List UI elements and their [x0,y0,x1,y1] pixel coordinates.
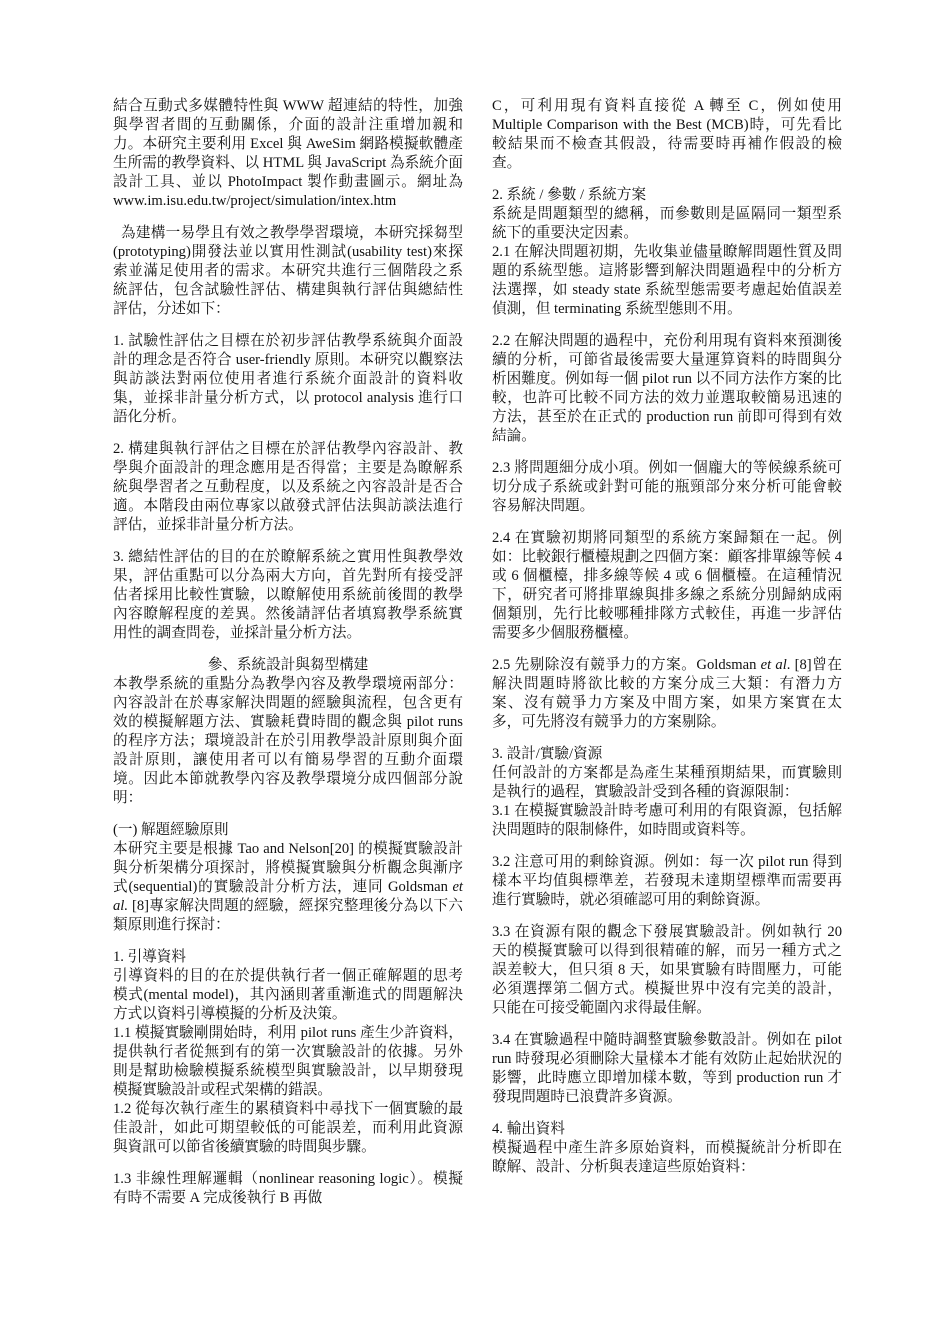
subsection-title: (一) 解題經驗原則 [113,822,229,838]
system-item-2-4: 2.4 在實驗初期將同類型的系統方案歸類在一起。例如：比較銀行櫃檯規劃之四個方案：顧客排單線等候 4 或 6 個櫃檯，排多線等候 4 或 6 個櫃檯。在這種情況下，研究者可將排單線與排多線之系統分別歸納成兩個類別，先行比較哪種排隊方式較佳，再進一步評估需要多少個服務櫃檯。 [492,530,842,641]
design-text: 任何設計的方案都是為產生某種預期結果，而實驗則是執行的過程，實驗設計受到各種的資源限制： [492,765,842,800]
intro-paragraph: 結合互動式多媒體特性與 WWW 超連結的特性，加強與學習者間的互動關係，介面的設計注重增加親和力。本研究主要利用 Excel 與 AweSim 網路模擬軟體產生所需的教學資料、以 HTML 與 JavaScript 為系統介面設計工具、並以 PhotoImpact 製作動畫圖示。網址為 www.im.isu.edu.tw/project/simulation/intex.htm [113,98,463,209]
section-heading: 參、系統設計與芻型構建 [207,657,369,673]
guide-item-1-1: 1.1 模擬實驗剛開始時，利用 pilot runs 產生少許資料，提供執行者從無到有的第一次實驗設計的依據。另外則是幫助檢驗模擬系統模型與實驗設計，以早期發現模擬實驗設計或程式架構的錯誤。 [113,1025,463,1098]
summative-evaluation-paragraph: 3. 總結性評估的目的在於瞭解系統之實用性與教學效果，評估重點可以分為兩大方向，首先對所有接受評估者採用比較性實驗，以瞭解使用系統前後間的教學內容瞭解程度的差異。然後請評估者填寫教學系統實用性的調查問卷，並採計量分析方法。 [113,549,463,641]
system-item-2-5 [492,656,842,732]
system-item-2-1: 2.1 在解決問題初期，先收集並儘量瞭解問題性質及問題的系統型態。這將影響到解決問題過程中的分析方法選擇，如 steady state 系統型態需要考慮起始值誤差偵測，但 terminating 系統型態則不用。 [492,244,842,317]
system-item-2-3: 2.3 將問題細分成小項。例如一個龐大的等候線系統可切分成子系統或針對可能的瓶頸部分來分析可能會較容易解決問題。 [492,460,842,514]
construction-evaluation-paragraph: 2. 構建與執行評估之目標在於評估教學內容設計、教學與介面設計的理念應用是否得當；主要是為瞭解系統與學習者之互動程度，以及系統之內容設計是否合適。本階段由兩位專家以啟發式評估法與訪談法進行評估，並採非計量分析方法。 [113,441,463,533]
design-title: 3. 設計/實驗/資源 [492,746,603,762]
subsection-paragraph [113,840,463,935]
output-title: 4. 輸出資料 [492,1121,565,1137]
design-item-3-2: 3.2 注意可用的剩餘資源。例如：每一次 pilot run 得到樣本平均值與標準差，若發現未達期望標準而需要再進行實驗時，就必須確認可用的剩餘資源。 [492,854,842,908]
left-column [113,97,463,1208]
system-item-2-5-b: . [8]曾在解決問題時將欲比較的方案分成三大類：有潛力方案、沒有競爭力方案及中間方案，如果方案實在太多，可先將沒有競爭力的方案剔除。 [492,657,842,730]
design-item-3-4: 3.4 在實驗過程中隨時調整實驗參數設計。例如在 pilot run 時發現必須刪除大量樣本才能有效防止起始狀況的影響，此時應立即增加樣本數，等到 production run 才發現問題時已浪費許多資源。 [492,1032,842,1105]
design-item-3-1: 3.1 在模擬實驗設計時考慮可利用的有限資源，包括解決問題時的限制條件，如時間或資料等。 [492,803,842,838]
guide-item-1-3: 1.3 非線性理解邏輯（nonlinear reasoning logic）。模擬有時不需要 A 完成後執行 B 再做 [113,1171,463,1206]
guide-data-text: 引導資料的目的在於提供執行者一個正確解題的思考模式(mental model)，其內涵則著重漸進式的問題解決方式以資料引導模擬的分析及決策。 [113,968,463,1022]
system-title: 2. 系統 / 參數 / 系統方案 [492,187,647,203]
system-text: 系統是問題類型的總稱，而參數則是區隔同一類型系統下的重要決定因素。 [492,206,842,241]
output-text: 模擬過程中產生許多原始資料，而模擬統計分析即在瞭解、設計、分析與表達這些原始資料： [492,1140,842,1175]
design-item-3-3: 3.3 在資源有限的觀念下發展實驗設計。例如執行 20 天的模擬實驗可以得到很精確的解，而另一種方式之誤差較大，但只須 8 天，如果實驗有時間壓力，可能必須選擇第二個方式。模擬世界中沒有完美的設計，只能在可接受範圍內求得最佳解。 [492,924,842,1016]
subsection-text-b: [8]專家解決問題的經驗，經探究整理後分為以下六類原則進行探討： [113,898,463,933]
section-intro-paragraph: 本教學系統的重點分為教學內容及教學環境兩部分：內容設計在於專家解決問題的經驗與流程，包含更有效的模擬解題方法、實驗耗費時間的觀念與 pilot runs 的程序方法；環境設計在於引用教學設計原則與介面設計原則，讓使用者可以有簡易學習的互動介面環境。因此本節就教學內容及教學環境分成四個部分說明： [113,676,463,806]
continued-paragraph: C，可利用現有資料直接從 A 轉至 C，例如使用 Multiple Comparison with the Best (MCB)時，可先看比較結果而不檢查其假設，待需要時再補作假設的檢查。 [492,98,842,171]
system-item-2-5-a: 2.5 先剔除沒有競爭力的方案。Goldsman [492,657,761,673]
subsection-text-a: 本研究主要是根據 Tao and Nelson[20] 的模擬實驗設計與分析架構分項探討，將模擬實驗與分析觀念與漸序式(sequential)的實驗設計分析方法，連同 Goldsman [113,841,463,895]
guide-item-1-2: 1.2 從每次執行產生的累積資料中尋找下一個實驗的最佳設計，如此可期望較低的可能誤差，而利用此資源與資訊可以節省後續實驗的時間與步驟。 [113,1101,463,1155]
prototype-paragraph: 為建構一易學且有效之教學學習環境，本研究採芻型(prototyping)開發法並以實用性測試(usability test)來探索並滿足使用者的需求。本研究共進行三個階段之系統評估，包含試驗性評估、構建與執行評估與總結性評估，分述如下： [113,225,463,317]
system-item-2-5-etal: et al [760,657,787,673]
guide-data-title: 1. 引導資料 [113,949,186,965]
system-item-2-2: 2.2 在解決問題的過程中，充份利用現有資料來預測後續的分析，可節省最後需要大量運算資料的時間與分析困難度。例如每一個 pilot run 以不同方法作方案的比較，也許可比較不同方法的效力並選取較簡易迅速的方法，甚至於在正式的 production run 前即可得到有效結論。 [492,333,842,444]
subsection-etal: et al. [113,879,463,914]
formative-evaluation-paragraph: 1. 試驗性評估之目標在於初步評估教學系統與介面設計的理念是否符合 user-friendly 原則。本研究以觀察法與訪談法對兩位使用者進行系統介面設計的資料收集，並採非計量分析方式，以 protocol analysis 進行口語化分析。 [113,333,463,425]
right-column [492,97,842,1177]
